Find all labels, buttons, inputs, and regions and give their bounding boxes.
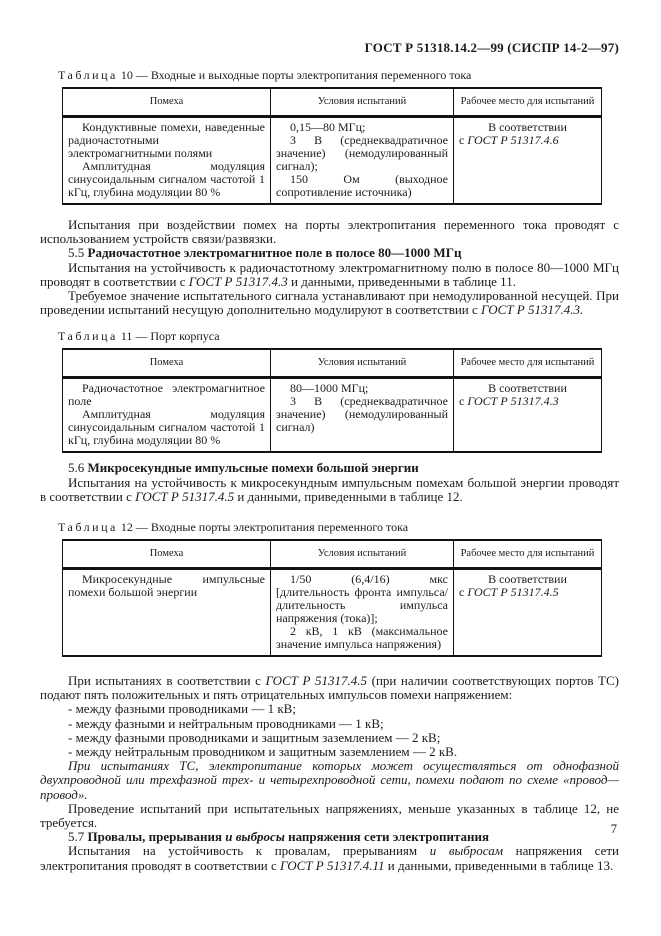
- table11-conditions-p1: 80—1000 МГц;: [290, 381, 369, 396]
- gost-ref: ГОСТ Р 51317.4.3: [467, 394, 559, 409]
- text-run: Испытания на устойчивость к микросекундным импульсным помехам большой энергии проводят в соответствии с: [40, 474, 619, 504]
- table12-caption-title: — Входные порты электропитания переменного тока: [135, 520, 409, 535]
- text-run: напряжения сети электропитания проводят в соответствии с: [40, 843, 619, 873]
- list-item: - между фазными проводниками — 1 кВ;: [68, 701, 296, 717]
- table10-pomekha-p1: Кондуктивные помехи, наведенные радиочастотными электромагнитными полями: [68, 120, 265, 160]
- section-title-part: напряжения сети электропитания: [284, 829, 490, 845]
- section-5-7-heading: [40, 830, 619, 844]
- table11-cell-pomekha: [63, 378, 271, 453]
- table12-conditions-p2: 2 кВ, 1 кВ (максимальное значение импульса напряжения): [276, 624, 448, 652]
- table10-workplace-line2: [459, 134, 596, 147]
- table10-row: [63, 117, 602, 205]
- table11-header-pomekha: Помеха: [63, 349, 271, 378]
- table11-cell-conditions: [271, 378, 454, 453]
- gost-ref: ГОСТ Р 51317.4.5: [467, 585, 559, 600]
- table11-header-workplace: Рабочее место для испытаний: [454, 349, 602, 378]
- section-after-table12: [40, 674, 619, 873]
- table10-header-pomekha: Помеха: [63, 88, 271, 117]
- table12-header-conditions: Условия испытаний: [271, 540, 454, 569]
- section-5-5-heading: [40, 246, 619, 260]
- text-run: и данными, приведенными в таблице 13.: [384, 857, 614, 873]
- list-item: - между фазными и нейтральным проводниками — 1 кВ;: [68, 715, 384, 731]
- table10-pomekha-p2: Амплитудная модуляция синусоидальным сигналом частотой 1 кГц, глубина модуляции 80 %: [68, 159, 265, 199]
- table10-caption-number: 10: [120, 68, 133, 82]
- table12-workplace-line2: [459, 586, 596, 599]
- workplace-prefix: с: [459, 133, 468, 147]
- section-number: 5.6: [68, 460, 85, 476]
- gost-ref: ГОСТ Р 51317.4.3.: [481, 302, 584, 318]
- table11-workplace-line1: В соответствии: [488, 381, 567, 396]
- table10-conditions-p3: 150 Ом (выходное сопротивление источника): [276, 172, 448, 199]
- table12-row: [63, 569, 602, 657]
- table11-caption-number: 11: [120, 329, 133, 344]
- table12-header-workplace: Рабочее место для испытаний: [454, 540, 602, 569]
- table11-cell-workplace: [454, 378, 602, 453]
- paragraph: [40, 674, 619, 702]
- gost-ref: ГОСТ Р 51317.4.11: [280, 857, 385, 873]
- document-standard-header: ГОСТ Р 51318.14.2—99 (СИСПР 14-2—97): [364, 40, 619, 55]
- table12-cell-pomekha: [63, 569, 271, 657]
- page-content: [40, 40, 619, 873]
- table10-header-conditions: Условия испытаний: [271, 88, 454, 117]
- paragraph: Проведение испытаний при испытательных напряжениях, меньше указанных в таблице 12, не требуется.: [40, 800, 619, 831]
- table10-cell-pomekha: [63, 117, 271, 205]
- section-title-part: Провалы, прерывания: [87, 829, 226, 845]
- page-number: 7: [610, 822, 617, 836]
- table10-header-row: [63, 88, 602, 117]
- text-run: Испытания на устойчивость к провалам, прерываниям: [68, 843, 430, 859]
- table12-cell-conditions: [271, 569, 454, 657]
- table11-caption-title: — Порт корпуса: [135, 329, 220, 344]
- list-item: - между фазными проводниками и защитным заземлением — 2 кВ;: [68, 729, 441, 745]
- text-run: и данными, приведенными в таблице 12.: [234, 488, 463, 504]
- section-title: Микросекундные импульсные помехи большой энергии: [87, 460, 419, 476]
- paragraph: [40, 476, 619, 504]
- table10-caption: [58, 68, 619, 82]
- text-run: и данными, приведенными в таблице 11.: [287, 273, 516, 289]
- table12-header-row: [63, 540, 602, 569]
- table12-pomekha-p1: Микросекундные импульсные помехи большой энергии: [68, 572, 265, 600]
- table10-caption-title: — Входные и выходные порты электропитания переменного тока: [135, 68, 472, 82]
- table10-conditions-p2: 3 В (среднеквадратичное значение) (немодулированный сигнал);: [276, 133, 448, 173]
- table10-caption-word: Таблица: [58, 68, 118, 82]
- text-run: (при наличии соответствующих портов ТС) подают пять положительных и пять отрицательных импульсов помехи напряжением:: [40, 673, 619, 703]
- table10-cell-workplace: [454, 117, 602, 205]
- section-5-6-heading: [40, 461, 619, 475]
- table12-header-pomekha: Помеха: [63, 540, 271, 569]
- section-after-table10: [40, 218, 619, 317]
- table-10: [62, 87, 602, 205]
- table11-row: [63, 378, 602, 453]
- table11-header-row: [63, 349, 602, 378]
- table11-pomekha-p2: Амплитудная модуляция синусоидальным сигналом частотой 1 кГц, глубина модуляции 80 %: [68, 407, 265, 448]
- table12-caption: [58, 520, 619, 534]
- paragraph: [40, 289, 619, 317]
- paragraph: [40, 844, 619, 872]
- table11-pomekha-p1: Радиочастотное электромагнитное поле: [68, 381, 265, 409]
- table-12: [62, 539, 602, 657]
- gost-ref: ГОСТ Р 51317.4.3: [188, 273, 288, 289]
- table10-workplace-line1: В соответствии: [488, 120, 567, 134]
- table10-conditions-p1: 0,15—80 МГц;: [290, 120, 366, 134]
- section-title-italic-part: и выбросы: [225, 829, 285, 845]
- list-item: - между нейтральным проводником и защитным заземлением — 2 кВ.: [68, 744, 458, 760]
- paragraph: [40, 261, 619, 289]
- table11-conditions-p2: 3 В (среднеквадратичное значение) (немодулированный сигнал): [276, 394, 448, 435]
- text-run: Требуемое значение испытательного сигнала устанавливают при немодулированной несущей. При проведении испытаний несущую дополнительно модулируют в соответствии с: [40, 288, 619, 318]
- section-title: Радиочастотное электромагнитное поле в полосе 80—1000 МГц: [87, 245, 462, 261]
- text-run: Испытания на устойчивость к радиочастотному электромагнитному полю в полосе 80—1000 МГц проводят в соответствии с: [40, 259, 619, 289]
- section-number: 5.5: [68, 245, 85, 261]
- workplace-prefix: с: [459, 585, 468, 600]
- table10-cell-conditions: [271, 117, 454, 205]
- section-number: 5.7: [68, 829, 85, 845]
- table12-caption-number: 12: [120, 520, 133, 535]
- gost-ref: ГОСТ Р 51317.4.5: [265, 673, 368, 689]
- note-paragraph-italic: При испытаниях ТС, электропитание которых может осуществляться от однофазной двухпроводной или трехфазной трех- и четырехпроводной сети, помехи подают по схеме «провод—провод».: [40, 758, 619, 802]
- section-5-6: [40, 461, 619, 504]
- table12-caption-word: Таблица: [58, 520, 118, 535]
- table12-workplace-line1: В соответствии: [488, 572, 567, 587]
- table11-header-conditions: Условия испытаний: [271, 349, 454, 378]
- workplace-prefix: с: [459, 394, 468, 409]
- table11-caption-word: Таблица: [58, 329, 118, 344]
- table11-caption: [58, 329, 619, 343]
- paragraph: Испытания при воздействии помех на порты электропитания переменного тока проводят с использованием устройств связи/развязки.: [40, 217, 619, 247]
- text-run-italic: и выбросам: [429, 843, 504, 859]
- table10-header-workplace: Рабочее место для испытаний: [454, 88, 602, 117]
- table-11: [62, 348, 602, 453]
- table12-cell-workplace: [454, 569, 602, 657]
- gost-ref: ГОСТ Р 51317.4.5: [135, 488, 235, 504]
- gost-ref: ГОСТ Р 51317.4.6: [467, 133, 559, 147]
- table12-conditions-p1: 1/50 (6,4/16) мкс [длительность фронта импульса/длительность импульса напряжения (тока)];: [276, 572, 448, 626]
- table11-workplace-line2: [459, 395, 596, 408]
- text-run: При испытаниях в соответствии с: [68, 673, 266, 689]
